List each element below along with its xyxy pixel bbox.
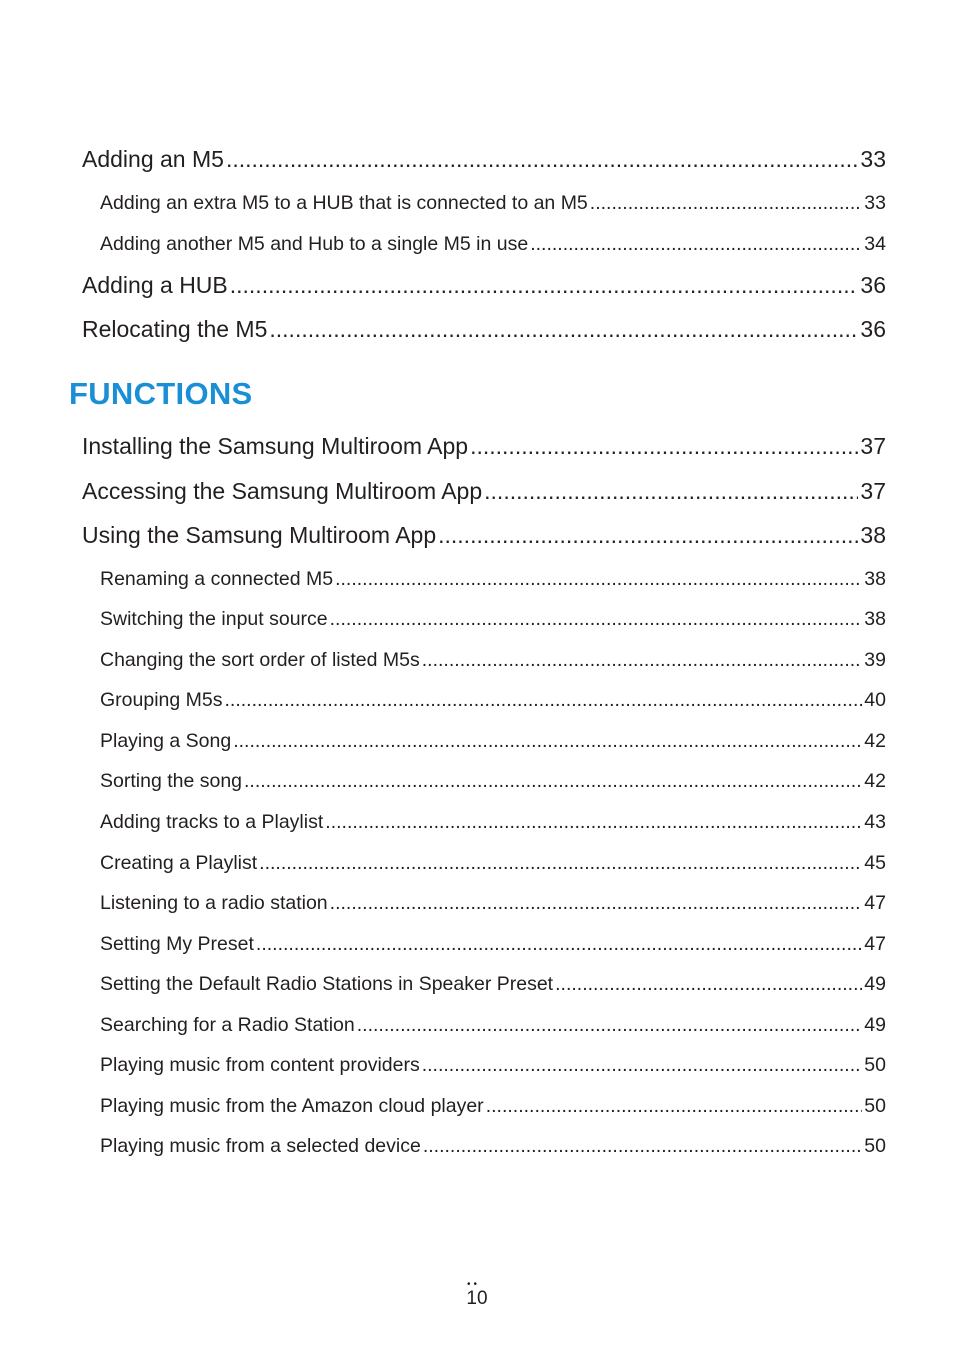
toc-entry-page: 36 bbox=[860, 272, 886, 298]
toc-leader bbox=[470, 433, 858, 460]
toc-entry[interactable] bbox=[100, 689, 886, 712]
toc-entry[interactable] bbox=[100, 852, 886, 875]
toc-entry-page: 33 bbox=[864, 192, 886, 214]
toc-entry[interactable] bbox=[100, 568, 886, 591]
toc-entry-title: Grouping M5s bbox=[100, 689, 223, 711]
toc-entry[interactable] bbox=[100, 933, 886, 956]
toc-entry-title: Adding another M5 and Hub to a single M5 in use bbox=[100, 233, 529, 255]
page-number: 10 bbox=[466, 1288, 488, 1309]
toc-entry-title: Accessing the Samsung Multiroom App bbox=[82, 478, 483, 504]
toc-entry[interactable] bbox=[82, 272, 886, 299]
toc-entry[interactable] bbox=[100, 1014, 886, 1037]
toc-entry-title: Setting the Default Radio Stations in Speaker Preset bbox=[100, 973, 554, 995]
toc-leader bbox=[330, 608, 863, 631]
section-heading: FUNCTIONS bbox=[69, 376, 253, 411]
toc-entry-page: 43 bbox=[864, 811, 886, 833]
toc-entry[interactable] bbox=[100, 192, 886, 215]
toc-entry[interactable] bbox=[82, 522, 886, 549]
toc-entry-page: 36 bbox=[860, 316, 886, 342]
toc-entry[interactable] bbox=[100, 1095, 886, 1118]
toc-leader bbox=[555, 973, 862, 996]
toc-entry[interactable] bbox=[100, 1054, 886, 1077]
toc-entry-title: Setting My Preset bbox=[100, 933, 254, 955]
toc-entry[interactable] bbox=[100, 1135, 886, 1158]
toc-entry-page: 47 bbox=[864, 933, 886, 955]
toc-entry-page: 45 bbox=[864, 852, 886, 874]
toc-entry-page: 50 bbox=[864, 1095, 886, 1117]
toc-entry-page: 49 bbox=[864, 973, 886, 995]
toc-entry-title: Playing music from a selected device bbox=[100, 1135, 421, 1157]
toc-entry[interactable] bbox=[100, 811, 886, 834]
toc-entry-page: 42 bbox=[864, 770, 886, 792]
toc-entry-page: 37 bbox=[860, 433, 886, 459]
toc-entry-title: Playing music from the Amazon cloud player bbox=[100, 1095, 484, 1117]
toc-entry-title: Installing the Samsung Multiroom App bbox=[82, 433, 469, 459]
toc-leader bbox=[230, 272, 859, 299]
toc-leader bbox=[486, 1095, 863, 1118]
toc-entry[interactable] bbox=[100, 649, 886, 672]
toc-leader bbox=[233, 730, 862, 753]
toc-entry-title: Adding a HUB bbox=[82, 272, 228, 298]
toc-entry[interactable] bbox=[82, 478, 886, 505]
toc-entry-page: 33 bbox=[860, 146, 886, 172]
toc-leader bbox=[330, 892, 863, 915]
toc-entry-page: 47 bbox=[864, 892, 886, 914]
toc-leader bbox=[422, 649, 863, 672]
toc-entry[interactable] bbox=[100, 608, 886, 631]
toc-leader bbox=[335, 568, 862, 591]
toc-leader bbox=[438, 522, 858, 549]
toc-entry-page: 40 bbox=[864, 689, 886, 711]
toc-entry[interactable] bbox=[100, 730, 886, 753]
toc-entry[interactable] bbox=[100, 233, 886, 256]
toc-entry-title: Playing music from content providers bbox=[100, 1054, 420, 1076]
toc-entry-title: Adding an extra M5 to a HUB that is connected to an M5 bbox=[100, 192, 588, 214]
toc-entry-page: 34 bbox=[864, 233, 886, 255]
toc-leader bbox=[224, 689, 862, 712]
toc-entry-page: 42 bbox=[864, 730, 886, 752]
toc-entry-title: Listening to a radio station bbox=[100, 892, 328, 914]
toc-leader bbox=[357, 1014, 863, 1037]
toc-entry-page: 37 bbox=[860, 478, 886, 504]
toc-entry[interactable] bbox=[82, 433, 886, 460]
toc-entry[interactable] bbox=[100, 892, 886, 915]
toc-entry[interactable] bbox=[100, 973, 886, 996]
toc-leader bbox=[325, 811, 862, 834]
toc-entry-title: Creating a Playlist bbox=[100, 852, 258, 874]
toc-entry-title: Switching the input source bbox=[100, 608, 328, 630]
toc-leader bbox=[244, 770, 862, 793]
toc-entry-page: 38 bbox=[864, 568, 886, 590]
toc-entry-title: Using the Samsung Multiroom App bbox=[82, 522, 437, 548]
footer-dots: •• bbox=[467, 1279, 481, 1290]
toc-entry-title: Searching for a Radio Station bbox=[100, 1014, 355, 1036]
toc-entry-page: 38 bbox=[860, 522, 886, 548]
toc-leader bbox=[484, 478, 858, 505]
toc-leader bbox=[259, 852, 862, 875]
toc-entry-page: 50 bbox=[864, 1054, 886, 1076]
toc-entry-title: Playing a Song bbox=[100, 730, 232, 752]
toc-leader bbox=[422, 1054, 863, 1077]
toc-leader bbox=[226, 146, 858, 173]
toc-entry-page: 50 bbox=[864, 1135, 886, 1157]
toc-entry-page: 49 bbox=[864, 1014, 886, 1036]
toc-leader bbox=[590, 192, 863, 215]
toc-leader bbox=[269, 316, 858, 343]
toc-entry-title: Adding tracks to a Playlist bbox=[100, 811, 324, 833]
toc-leader bbox=[423, 1135, 862, 1158]
toc-entry-title: Renaming a connected M5 bbox=[100, 568, 334, 590]
toc-entry-page: 38 bbox=[864, 608, 886, 630]
toc-leader bbox=[256, 933, 862, 956]
toc-entry-title: Changing the sort order of listed M5s bbox=[100, 649, 420, 671]
toc-entry-title: Relocating the M5 bbox=[82, 316, 268, 342]
toc-entry[interactable] bbox=[82, 146, 886, 173]
toc-entry[interactable] bbox=[82, 316, 886, 343]
toc-entry[interactable] bbox=[100, 770, 886, 793]
toc-entry-page: 39 bbox=[864, 649, 886, 671]
toc-entry-title: Adding an M5 bbox=[82, 146, 224, 172]
toc-leader bbox=[530, 233, 862, 256]
toc-entry-title: Sorting the song bbox=[100, 770, 243, 792]
